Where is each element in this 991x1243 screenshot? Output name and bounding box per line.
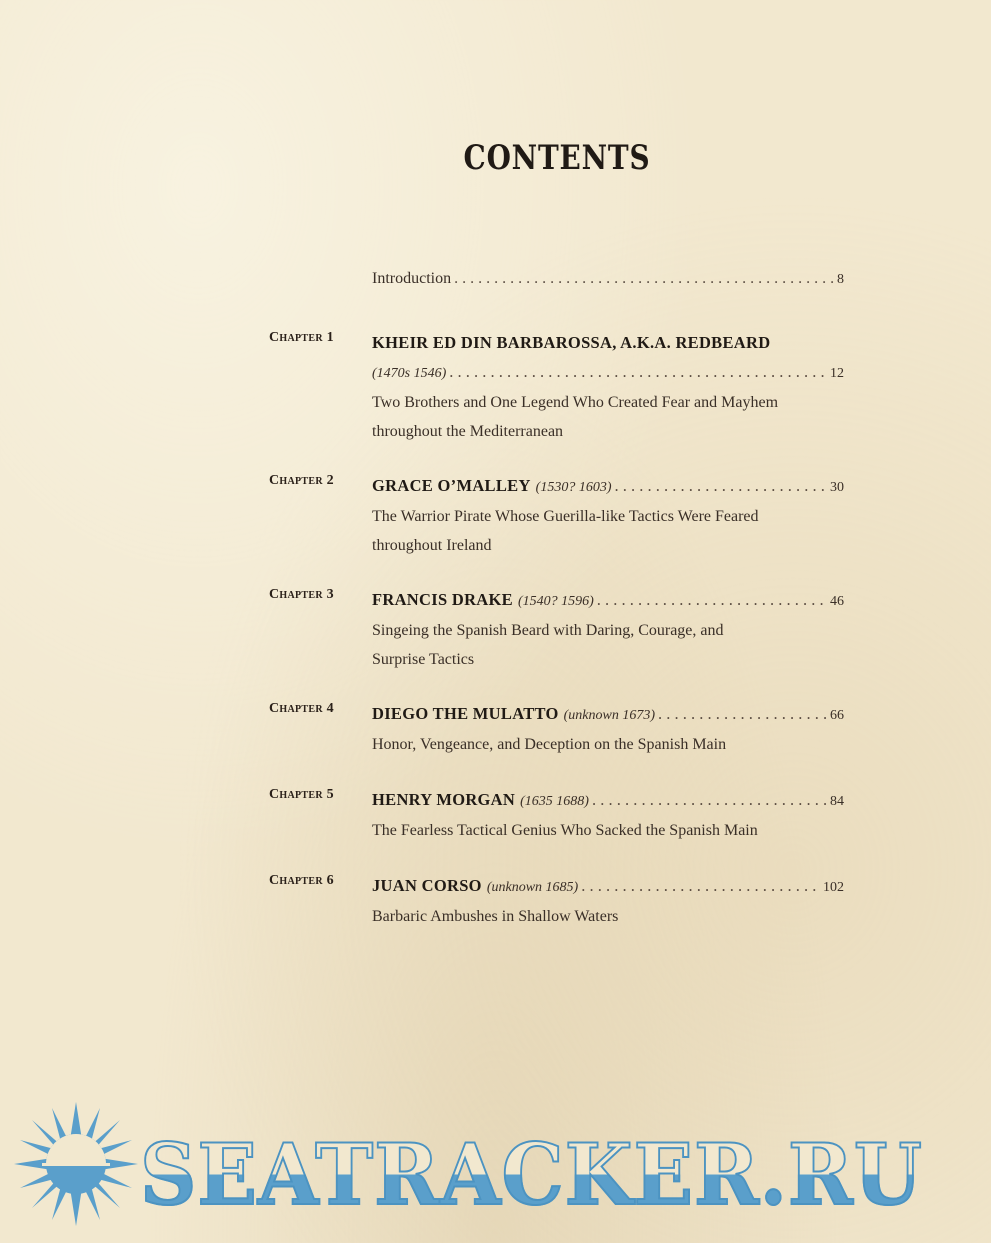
chapter-subtitle-line: throughout the Mediterranean (372, 423, 564, 440)
chapter-title: JUAN CORSO (372, 876, 482, 895)
introduction-label: Introduction (372, 270, 452, 287)
chapter-subtitle-line: Surprise Tactics (372, 651, 475, 668)
page-number: 12 (830, 366, 844, 381)
page-number: 102 (823, 880, 844, 895)
page-number: 30 (830, 480, 844, 495)
chapter-label: Chapter 1 (269, 330, 334, 345)
chapter-subtitle-line: Barbaric Ambushes in Shallow Waters (372, 908, 619, 925)
chapter-label: Chapter 3 (269, 587, 334, 602)
dot-leader (615, 471, 828, 500)
chapter-subtitle-line: Two Brothers and One Legend Who Created Fear and Mayhem (372, 394, 779, 411)
chapter-dates: (1470s 1546) (372, 366, 447, 381)
chapter-subtitle-line: Honor, Vengeance, and Deception on the Spanish Main (372, 736, 727, 753)
dot-leader (449, 357, 827, 386)
page-number: 66 (830, 708, 844, 723)
page-title: CONTENTS (463, 138, 651, 178)
chapter-title: GRACE O’MALLEY (372, 476, 531, 495)
chapter-label: Chapter 4 (269, 701, 334, 716)
chapter-subtitle-line: Singeing the Spanish Beard with Daring, Courage, and (372, 622, 724, 639)
chapter-title: FRANCIS DRAKE (372, 590, 513, 609)
page-number: 8 (837, 272, 844, 287)
chapter-subtitle-line: throughout Ireland (372, 537, 492, 554)
chapter-dates: (1530? 1603) (535, 480, 612, 495)
dot-leader (658, 699, 827, 728)
chapter-label: Chapter 6 (269, 873, 334, 888)
chapter-dates: (unknown 1673) (563, 708, 656, 723)
page-number: 46 (830, 594, 844, 609)
dot-leader (597, 585, 827, 614)
watermark (0, 1095, 991, 1225)
chapter-title: KHEIR ED DIN BARBAROSSA, A.K.A. REDBEARD (372, 333, 771, 352)
chapter-subtitle-line: The Fearless Tactical Genius Who Sacked the Spanish Main (372, 822, 758, 839)
chapter-dates: (unknown 1685) (486, 880, 579, 895)
chapter-subtitle-line: The Warrior Pirate Whose Guerilla-like Tactics Were Feared (372, 508, 759, 525)
chapter-label: Chapter 2 (269, 473, 334, 488)
dot-leader (454, 270, 834, 288)
page-number: 84 (830, 794, 844, 809)
chapter-dates: (1540? 1596) (517, 594, 594, 609)
watermark-text: SEATRACKER.RU (140, 1125, 923, 1224)
chapter-dates: (1635 1688) (520, 794, 589, 809)
toc-introduction[interactable] (372, 270, 844, 288)
sun-icon (12, 1100, 140, 1228)
dot-leader (581, 871, 820, 900)
chapter-title: HENRY MORGAN (372, 790, 516, 809)
chapter-label: Chapter 5 (269, 787, 334, 802)
dot-leader (592, 785, 827, 814)
chapter-title: DIEGO THE MULATTO (372, 704, 559, 723)
